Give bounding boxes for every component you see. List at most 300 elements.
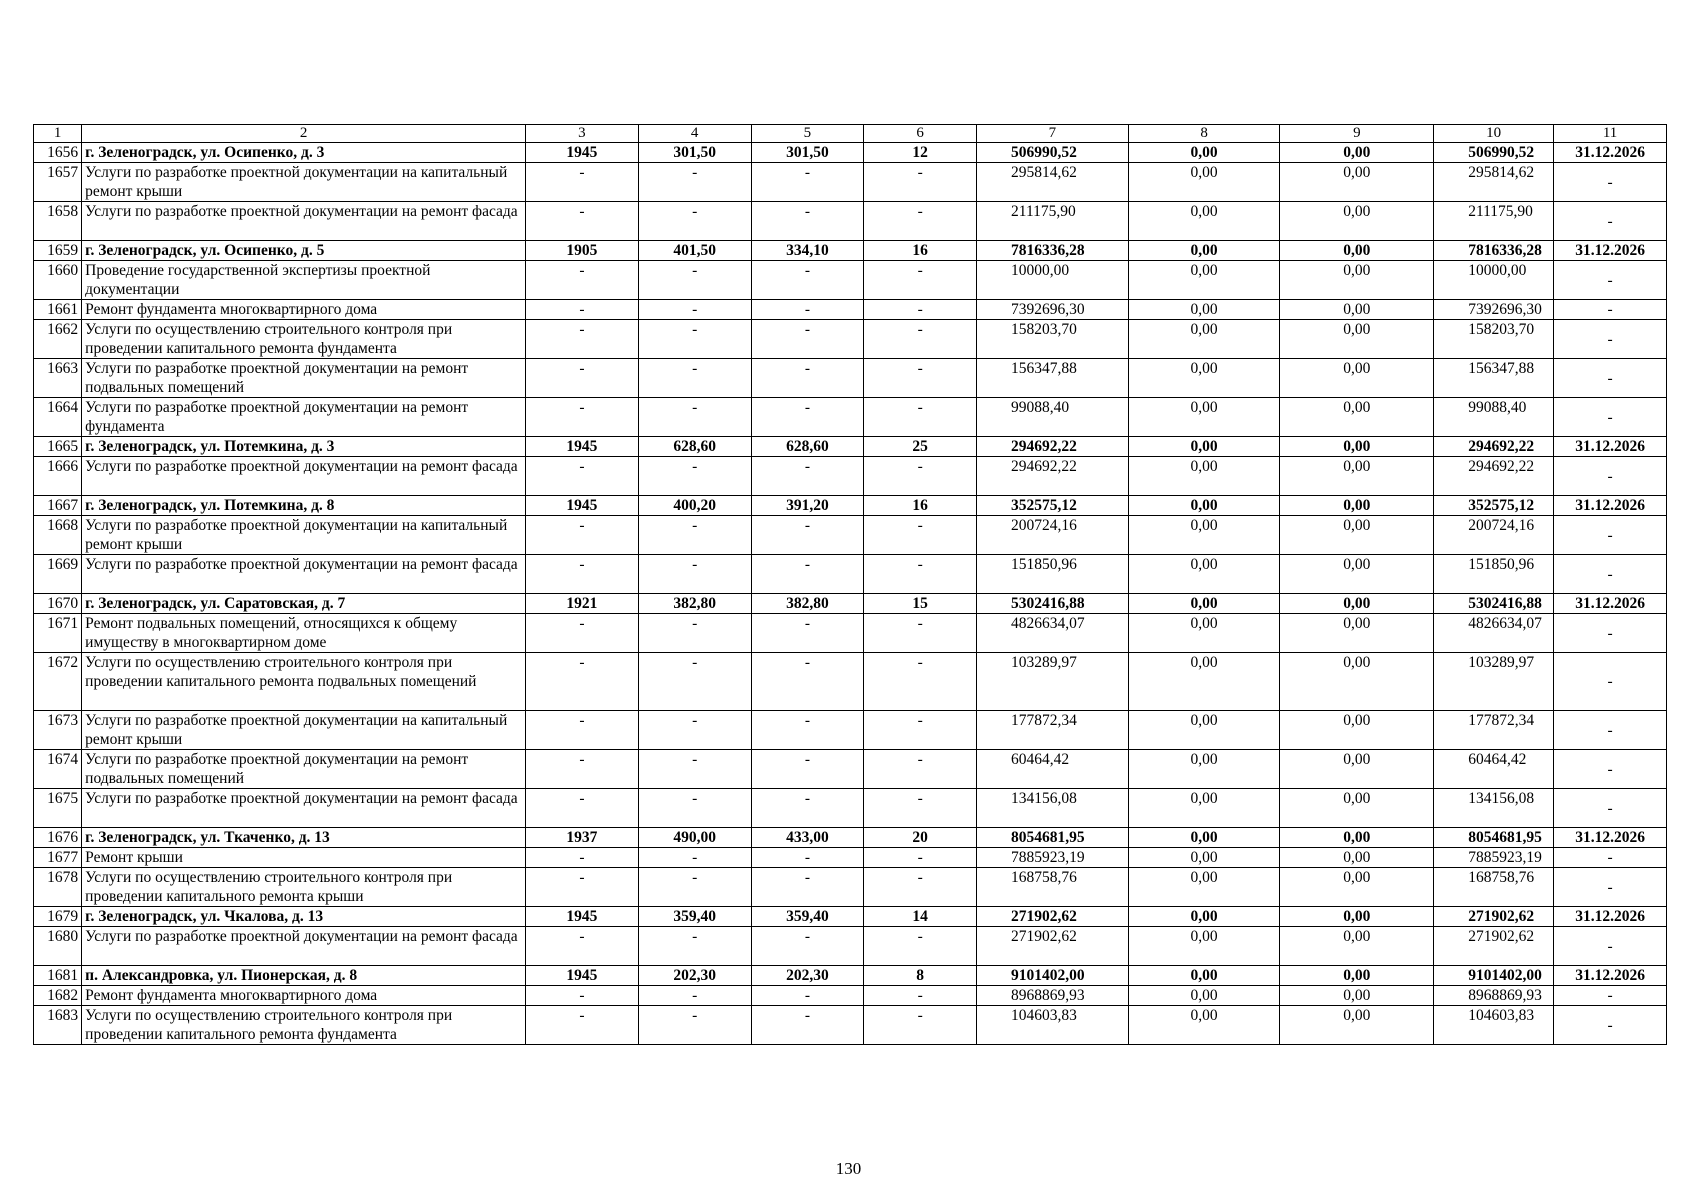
total-area-cell: 400,20 [638, 496, 751, 516]
residents-count-cell: - [864, 202, 977, 241]
total-cost-cell: 295814,62 [977, 163, 1129, 202]
work-name-cell: Услуги по разработке проектной документации на капитальный ремонт крыши [82, 163, 526, 202]
year-built-cell: 1945 [526, 966, 639, 986]
total-area-cell: - [638, 711, 751, 750]
year-built-cell: - [526, 398, 639, 437]
residential-area-cell: 433,00 [751, 828, 864, 848]
fund-cost-cell: 0,00 [1128, 711, 1280, 750]
residents-count-cell: 25 [864, 437, 977, 457]
regional-operator-cost-cell: 168758,76 [1434, 868, 1554, 907]
residents-count-cell: - [864, 320, 977, 359]
fund-cost-cell: 0,00 [1128, 320, 1280, 359]
column-header-10: 10 [1434, 125, 1554, 143]
fund-cost-cell: 0,00 [1128, 437, 1280, 457]
residential-area-cell: - [751, 1006, 864, 1045]
work-name-cell: Услуги по разработке проектной документации на ремонт подвальных помещений [82, 359, 526, 398]
year-built-cell: - [526, 359, 639, 398]
total-cost-cell: 104603,83 [977, 1006, 1129, 1045]
other-cost-cell: 0,00 [1280, 143, 1434, 163]
other-cost-cell: 0,00 [1280, 202, 1434, 241]
completion-date-cell: - [1554, 261, 1667, 300]
completion-date-cell: - [1554, 868, 1667, 907]
row-number-cell: 1661 [34, 300, 82, 320]
total-cost-cell: 271902,62 [977, 927, 1129, 966]
row-number-cell: 1664 [34, 398, 82, 437]
other-cost-cell: 0,00 [1280, 1006, 1434, 1045]
year-built-cell: - [526, 163, 639, 202]
year-built-cell: - [526, 711, 639, 750]
total-cost-cell: 134156,08 [977, 789, 1129, 828]
address-row [34, 496, 1667, 516]
completion-date-cell: - [1554, 750, 1667, 789]
regional-operator-cost-cell: 294692,22 [1434, 437, 1554, 457]
other-cost-cell: 0,00 [1280, 300, 1434, 320]
residential-area-cell: - [751, 261, 864, 300]
regional-operator-cost-cell: 271902,62 [1434, 907, 1554, 927]
work-name-cell: Услуги по разработке проектной документации на ремонт фасада [82, 555, 526, 594]
total-area-cell: 382,80 [638, 594, 751, 614]
residential-area-cell: - [751, 789, 864, 828]
total-cost-cell: 8968869,93 [977, 986, 1129, 1006]
total-area-cell: 202,30 [638, 966, 751, 986]
address-row [34, 907, 1667, 927]
total-area-cell: - [638, 789, 751, 828]
completion-date-cell: - [1554, 927, 1667, 966]
residential-area-cell: - [751, 711, 864, 750]
work-row [34, 848, 1667, 868]
work-row [34, 653, 1667, 711]
column-header-1: 1 [34, 125, 82, 143]
work-name-cell: п. Александровка, ул. Пионерская, д. 8 [82, 966, 526, 986]
regional-operator-cost-cell: 7816336,28 [1434, 241, 1554, 261]
total-cost-cell: 200724,16 [977, 516, 1129, 555]
work-row [34, 555, 1667, 594]
regional-operator-cost-cell: 294692,22 [1434, 457, 1554, 496]
total-cost-cell: 7816336,28 [977, 241, 1129, 261]
total-area-cell: - [638, 927, 751, 966]
column-number-header-row [34, 125, 1667, 143]
work-row [34, 516, 1667, 555]
row-number-cell: 1660 [34, 261, 82, 300]
other-cost-cell: 0,00 [1280, 907, 1434, 927]
year-built-cell: 1937 [526, 828, 639, 848]
completion-date-cell: 31.12.2026 [1554, 437, 1667, 457]
column-header-3: 3 [526, 125, 639, 143]
residents-count-cell: - [864, 457, 977, 496]
total-area-cell: 401,50 [638, 241, 751, 261]
total-cost-cell: 10000,00 [977, 261, 1129, 300]
year-built-cell: - [526, 261, 639, 300]
residential-area-cell: - [751, 359, 864, 398]
residents-count-cell: - [864, 614, 977, 653]
work-name-cell: Услуги по разработке проектной документации на ремонт фасада [82, 202, 526, 241]
regional-operator-cost-cell: 352575,12 [1434, 496, 1554, 516]
regional-operator-cost-cell: 104603,83 [1434, 1006, 1554, 1045]
residents-count-cell: 20 [864, 828, 977, 848]
column-header-5: 5 [751, 125, 864, 143]
work-name-cell: Услуги по осуществлению строительного контроля при проведении капитального ремонта фундамента [82, 320, 526, 359]
fund-cost-cell: 0,00 [1128, 986, 1280, 1006]
fund-cost-cell: 0,00 [1128, 241, 1280, 261]
fund-cost-cell: 0,00 [1128, 143, 1280, 163]
work-name-cell: Ремонт подвальных помещений, относящихся к общему имуществу в многоквартирном доме [82, 614, 526, 653]
completion-date-cell: 31.12.2026 [1554, 594, 1667, 614]
row-number-cell: 1672 [34, 653, 82, 711]
other-cost-cell: 0,00 [1280, 828, 1434, 848]
total-cost-cell: 271902,62 [977, 907, 1129, 927]
regional-operator-cost-cell: 134156,08 [1434, 789, 1554, 828]
row-number-cell: 1673 [34, 711, 82, 750]
total-cost-cell: 352575,12 [977, 496, 1129, 516]
residential-area-cell: - [751, 927, 864, 966]
residential-area-cell: - [751, 163, 864, 202]
fund-cost-cell: 0,00 [1128, 1006, 1280, 1045]
year-built-cell: - [526, 202, 639, 241]
regional-operator-cost-cell: 60464,42 [1434, 750, 1554, 789]
residents-count-cell: - [864, 300, 977, 320]
fund-cost-cell: 0,00 [1128, 261, 1280, 300]
row-number-cell: 1677 [34, 848, 82, 868]
residents-count-cell: - [864, 359, 977, 398]
fund-cost-cell: 0,00 [1128, 496, 1280, 516]
other-cost-cell: 0,00 [1280, 457, 1434, 496]
row-number-cell: 1667 [34, 496, 82, 516]
other-cost-cell: 0,00 [1280, 986, 1434, 1006]
other-cost-cell: 0,00 [1280, 711, 1434, 750]
other-cost-cell: 0,00 [1280, 868, 1434, 907]
work-row [34, 398, 1667, 437]
work-name-cell: г. Зеленоградск, ул. Осипенко, д. 3 [82, 143, 526, 163]
residential-area-cell: 359,40 [751, 907, 864, 927]
total-area-cell: - [638, 555, 751, 594]
total-area-cell: - [638, 261, 751, 300]
residents-count-cell: - [864, 789, 977, 828]
residential-area-cell: 628,60 [751, 437, 864, 457]
fund-cost-cell: 0,00 [1128, 457, 1280, 496]
completion-date-cell: - [1554, 848, 1667, 868]
column-header-6: 6 [864, 125, 977, 143]
residents-count-cell: - [864, 1006, 977, 1045]
total-area-cell: - [638, 868, 751, 907]
total-cost-cell: 9101402,00 [977, 966, 1129, 986]
total-area-cell: - [638, 750, 751, 789]
regional-operator-cost-cell: 9101402,00 [1434, 966, 1554, 986]
fund-cost-cell: 0,00 [1128, 750, 1280, 789]
work-name-cell: Услуги по разработке проектной документации на ремонт фасада [82, 789, 526, 828]
other-cost-cell: 0,00 [1280, 496, 1434, 516]
other-cost-cell: 0,00 [1280, 848, 1434, 868]
regional-operator-cost-cell: 5302416,88 [1434, 594, 1554, 614]
work-row [34, 300, 1667, 320]
regional-operator-cost-cell: 156347,88 [1434, 359, 1554, 398]
year-built-cell: - [526, 750, 639, 789]
regional-operator-cost-cell: 10000,00 [1434, 261, 1554, 300]
work-name-cell: Услуги по разработке проектной документации на ремонт подвальных помещений [82, 750, 526, 789]
completion-date-cell: - [1554, 359, 1667, 398]
work-row [34, 359, 1667, 398]
total-cost-cell: 4826634,07 [977, 614, 1129, 653]
fund-cost-cell: 0,00 [1128, 966, 1280, 986]
row-number-cell: 1674 [34, 750, 82, 789]
year-built-cell: 1945 [526, 907, 639, 927]
regional-operator-cost-cell: 8968869,93 [1434, 986, 1554, 1006]
regional-operator-cost-cell: 8054681,95 [1434, 828, 1554, 848]
fund-cost-cell: 0,00 [1128, 202, 1280, 241]
other-cost-cell: 0,00 [1280, 359, 1434, 398]
year-built-cell: - [526, 848, 639, 868]
other-cost-cell: 0,00 [1280, 789, 1434, 828]
residents-count-cell: - [864, 555, 977, 594]
regional-operator-cost-cell: 271902,62 [1434, 927, 1554, 966]
other-cost-cell: 0,00 [1280, 594, 1434, 614]
residents-count-cell: - [864, 848, 977, 868]
total-area-cell: - [638, 359, 751, 398]
residents-count-cell: - [864, 986, 977, 1006]
completion-date-cell: - [1554, 986, 1667, 1006]
row-number-cell: 1663 [34, 359, 82, 398]
work-name-cell: Услуги по разработке проектной документации на ремонт фундамента [82, 398, 526, 437]
fund-cost-cell: 0,00 [1128, 907, 1280, 927]
row-number-cell: 1670 [34, 594, 82, 614]
work-row [34, 261, 1667, 300]
regional-operator-cost-cell: 295814,62 [1434, 163, 1554, 202]
residents-count-cell: 8 [864, 966, 977, 986]
fund-cost-cell: 0,00 [1128, 163, 1280, 202]
row-number-cell: 1659 [34, 241, 82, 261]
page-number: 130 [835, 1159, 862, 1178]
fund-cost-cell: 0,00 [1128, 653, 1280, 711]
residential-area-cell: - [751, 986, 864, 1006]
total-area-cell: - [638, 398, 751, 437]
row-number-cell: 1665 [34, 437, 82, 457]
work-row [34, 789, 1667, 828]
completion-date-cell: 31.12.2026 [1554, 907, 1667, 927]
completion-date-cell: - [1554, 202, 1667, 241]
work-row [34, 1006, 1667, 1045]
completion-date-cell: 31.12.2026 [1554, 143, 1667, 163]
completion-date-cell: 31.12.2026 [1554, 496, 1667, 516]
regional-operator-cost-cell: 177872,34 [1434, 711, 1554, 750]
regional-operator-cost-cell: 506990,52 [1434, 143, 1554, 163]
other-cost-cell: 0,00 [1280, 966, 1434, 986]
residential-area-cell: - [751, 750, 864, 789]
total-cost-cell: 103289,97 [977, 653, 1129, 711]
total-area-cell: - [638, 516, 751, 555]
residential-area-cell: 202,30 [751, 966, 864, 986]
year-built-cell: - [526, 457, 639, 496]
residents-count-cell: - [864, 398, 977, 437]
fund-cost-cell: 0,00 [1128, 828, 1280, 848]
completion-date-cell: - [1554, 516, 1667, 555]
total-cost-cell: 211175,90 [977, 202, 1129, 241]
row-number-cell: 1669 [34, 555, 82, 594]
total-area-cell: - [638, 320, 751, 359]
year-built-cell: 1945 [526, 496, 639, 516]
residential-area-cell: 382,80 [751, 594, 864, 614]
column-header-11: 11 [1554, 125, 1667, 143]
year-built-cell: - [526, 614, 639, 653]
work-row [34, 927, 1667, 966]
total-cost-cell: 294692,22 [977, 437, 1129, 457]
work-name-cell: Проведение государственной экспертизы проектной документации [82, 261, 526, 300]
regional-operator-cost-cell: 7392696,30 [1434, 300, 1554, 320]
total-cost-cell: 99088,40 [977, 398, 1129, 437]
fund-cost-cell: 0,00 [1128, 300, 1280, 320]
total-area-cell: - [638, 614, 751, 653]
work-name-cell: г. Зеленоградск, ул. Ткаченко, д. 13 [82, 828, 526, 848]
work-row [34, 202, 1667, 241]
year-built-cell: 1905 [526, 241, 639, 261]
work-name-cell: Услуги по разработке проектной документации на капитальный ремонт крыши [82, 516, 526, 555]
residential-area-cell: - [751, 614, 864, 653]
residential-area-cell: 391,20 [751, 496, 864, 516]
row-number-cell: 1656 [34, 143, 82, 163]
residential-area-cell: - [751, 202, 864, 241]
completion-date-cell: - [1554, 1006, 1667, 1045]
regional-operator-cost-cell: 99088,40 [1434, 398, 1554, 437]
residential-area-cell: - [751, 653, 864, 711]
total-cost-cell: 158203,70 [977, 320, 1129, 359]
total-area-cell: 490,00 [638, 828, 751, 848]
regional-operator-cost-cell: 158203,70 [1434, 320, 1554, 359]
regional-operator-cost-cell: 103289,97 [1434, 653, 1554, 711]
completion-date-cell: - [1554, 789, 1667, 828]
completion-date-cell: - [1554, 398, 1667, 437]
residential-area-cell: - [751, 516, 864, 555]
residents-count-cell: - [864, 516, 977, 555]
other-cost-cell: 0,00 [1280, 241, 1434, 261]
year-built-cell: - [526, 868, 639, 907]
completion-date-cell: 31.12.2026 [1554, 828, 1667, 848]
total-cost-cell: 151850,96 [977, 555, 1129, 594]
other-cost-cell: 0,00 [1280, 614, 1434, 653]
fund-cost-cell: 0,00 [1128, 555, 1280, 594]
fund-cost-cell: 0,00 [1128, 359, 1280, 398]
residential-area-cell: 301,50 [751, 143, 864, 163]
total-area-cell: - [638, 848, 751, 868]
total-area-cell: - [638, 202, 751, 241]
residential-area-cell: - [751, 398, 864, 437]
fund-cost-cell: 0,00 [1128, 868, 1280, 907]
work-row [34, 614, 1667, 653]
row-number-cell: 1679 [34, 907, 82, 927]
work-name-cell: Ремонт крыши [82, 848, 526, 868]
total-area-cell: - [638, 1006, 751, 1045]
regional-operator-cost-cell: 211175,90 [1434, 202, 1554, 241]
residents-count-cell: 14 [864, 907, 977, 927]
year-built-cell: 1945 [526, 437, 639, 457]
other-cost-cell: 0,00 [1280, 927, 1434, 966]
address-row [34, 966, 1667, 986]
other-cost-cell: 0,00 [1280, 320, 1434, 359]
residents-count-cell: - [864, 711, 977, 750]
work-name-cell: Услуги по осуществлению строительного контроля при проведении капитального ремонта крыши [82, 868, 526, 907]
total-cost-cell: 177872,34 [977, 711, 1129, 750]
work-row [34, 711, 1667, 750]
other-cost-cell: 0,00 [1280, 750, 1434, 789]
other-cost-cell: 0,00 [1280, 653, 1434, 711]
year-built-cell: - [526, 320, 639, 359]
residents-count-cell: 16 [864, 496, 977, 516]
address-row [34, 143, 1667, 163]
completion-date-cell: - [1554, 711, 1667, 750]
total-cost-cell: 60464,42 [977, 750, 1129, 789]
completion-date-cell: - [1554, 300, 1667, 320]
work-row [34, 986, 1667, 1006]
work-row [34, 868, 1667, 907]
total-cost-cell: 8054681,95 [977, 828, 1129, 848]
residents-count-cell: - [864, 750, 977, 789]
total-area-cell: 628,60 [638, 437, 751, 457]
row-number-cell: 1681 [34, 966, 82, 986]
total-area-cell: 359,40 [638, 907, 751, 927]
other-cost-cell: 0,00 [1280, 261, 1434, 300]
year-built-cell: - [526, 789, 639, 828]
year-built-cell: 1921 [526, 594, 639, 614]
other-cost-cell: 0,00 [1280, 398, 1434, 437]
fund-cost-cell: 0,00 [1128, 398, 1280, 437]
work-name-cell: Услуги по разработке проектной документации на капитальный ремонт крыши [82, 711, 526, 750]
work-name-cell: Услуги по осуществлению строительного контроля при проведении капитального ремонта подвальных помещений [82, 653, 526, 711]
residential-area-cell: - [751, 848, 864, 868]
other-cost-cell: 0,00 [1280, 163, 1434, 202]
residents-count-cell: 15 [864, 594, 977, 614]
row-number-cell: 1676 [34, 828, 82, 848]
row-number-cell: 1657 [34, 163, 82, 202]
repair-register-table [33, 124, 1667, 1045]
total-area-cell: 301,50 [638, 143, 751, 163]
residents-count-cell: - [864, 927, 977, 966]
address-row [34, 828, 1667, 848]
completion-date-cell: 31.12.2026 [1554, 966, 1667, 986]
completion-date-cell: - [1554, 555, 1667, 594]
year-built-cell: - [526, 986, 639, 1006]
total-area-cell: - [638, 653, 751, 711]
residents-count-cell: 12 [864, 143, 977, 163]
fund-cost-cell: 0,00 [1128, 848, 1280, 868]
work-name-cell: Ремонт фундамента многоквартирного дома [82, 986, 526, 1006]
residential-area-cell: - [751, 320, 864, 359]
total-area-cell: - [638, 457, 751, 496]
row-number-cell: 1662 [34, 320, 82, 359]
fund-cost-cell: 0,00 [1128, 614, 1280, 653]
completion-date-cell: - [1554, 163, 1667, 202]
work-name-cell: г. Зеленоградск, ул. Потемкина, д. 8 [82, 496, 526, 516]
work-row [34, 320, 1667, 359]
year-built-cell: - [526, 1006, 639, 1045]
total-cost-cell: 156347,88 [977, 359, 1129, 398]
regional-operator-cost-cell: 7885923,19 [1434, 848, 1554, 868]
total-cost-cell: 168758,76 [977, 868, 1129, 907]
completion-date-cell: - [1554, 614, 1667, 653]
address-row [34, 437, 1667, 457]
row-number-cell: 1683 [34, 1006, 82, 1045]
total-cost-cell: 5302416,88 [977, 594, 1129, 614]
fund-cost-cell: 0,00 [1128, 927, 1280, 966]
address-row [34, 594, 1667, 614]
total-cost-cell: 294692,22 [977, 457, 1129, 496]
row-number-cell: 1671 [34, 614, 82, 653]
residential-area-cell: - [751, 300, 864, 320]
work-name-cell: г. Зеленоградск, ул. Потемкина, д. 3 [82, 437, 526, 457]
residents-count-cell: - [864, 163, 977, 202]
work-row [34, 163, 1667, 202]
row-number-cell: 1668 [34, 516, 82, 555]
work-name-cell: Услуги по разработке проектной документации на ремонт фасада [82, 927, 526, 966]
other-cost-cell: 0,00 [1280, 437, 1434, 457]
residents-count-cell: - [864, 653, 977, 711]
column-header-9: 9 [1280, 125, 1434, 143]
